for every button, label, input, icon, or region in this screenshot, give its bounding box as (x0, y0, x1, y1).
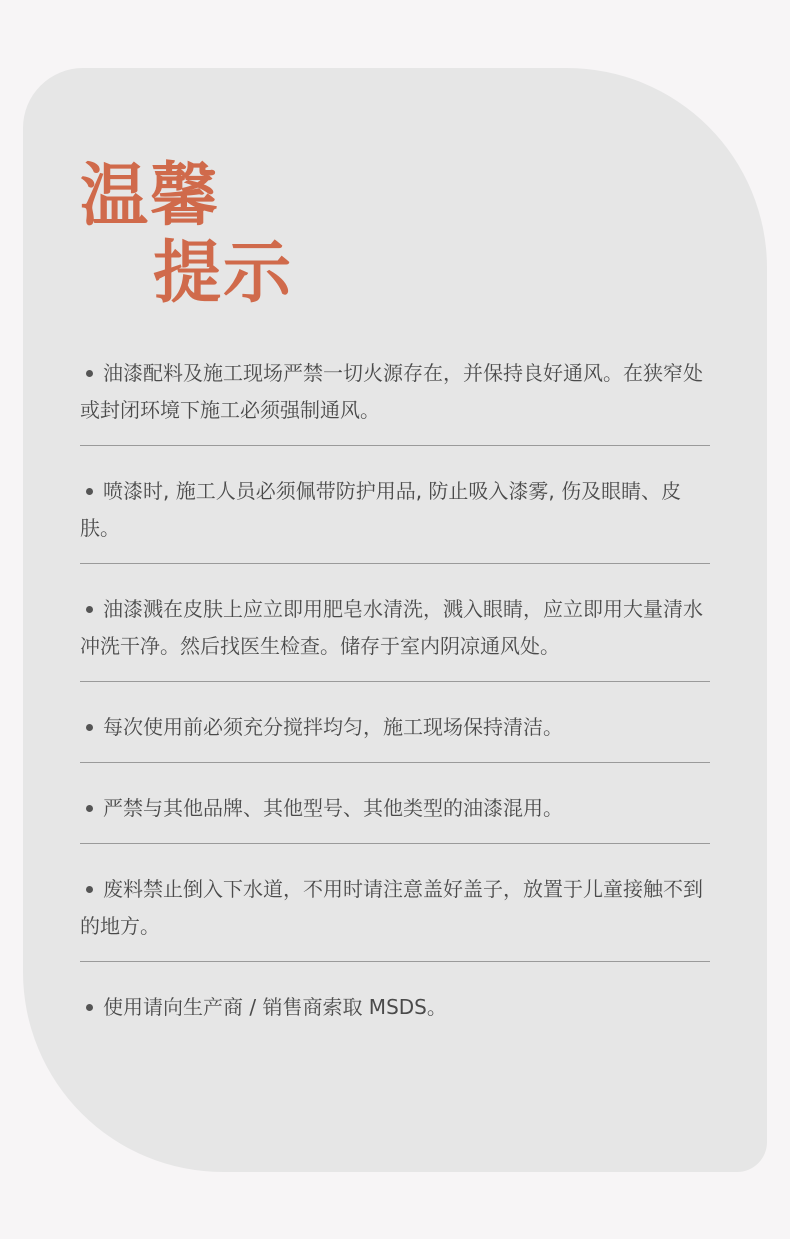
tip-text: 严禁与其他品牌、其他型号、其他类型的油漆混用。 (103, 796, 563, 820)
tip-text: 废料禁止倒入下水道，不用时请注意盖好盖子，放置于儿童接触不到的地方。 (80, 877, 703, 938)
tip-item (80, 787, 710, 844)
tip-item (80, 588, 710, 682)
tip-item (80, 986, 710, 1042)
tip-item (80, 868, 710, 962)
tip-item (80, 706, 710, 763)
tip-text: 使用请向生产商 / 销售商索取 MSDS。 (103, 995, 447, 1019)
bullet-dot-icon (86, 724, 93, 731)
tip-text: 油漆配料及施工现场严禁一切火源存在，并保持良好通风。在狭窄处或封闭环境下施工必须强制通风。 (80, 361, 703, 422)
tips-list (80, 352, 710, 1066)
tip-item (80, 470, 710, 564)
bullet-dot-icon (86, 370, 93, 377)
bullet-dot-icon (86, 606, 93, 613)
tip-text: 油漆溅在皮肤上应立即用肥皂水清洗，溅入眼睛，应立即用大量清水冲洗干净。然后找医生检查。储存于室内阴凉通风处。 (80, 597, 703, 658)
bullet-dot-icon (86, 488, 93, 495)
bullet-dot-icon (86, 1004, 93, 1011)
tip-text: 喷漆时, 施工人员必须佩带防护用品, 防止吸入漆雾, 伤及眼睛、皮肤。 (80, 479, 682, 540)
tip-item (80, 352, 710, 446)
bullet-dot-icon (86, 886, 93, 893)
tip-text: 每次使用前必须充分搅拌均匀，施工现场保持清洁。 (103, 715, 563, 739)
page-title-line-1: 温馨 (80, 157, 221, 236)
page-title-line-2: 提示 (153, 234, 294, 313)
bullet-dot-icon (86, 805, 93, 812)
